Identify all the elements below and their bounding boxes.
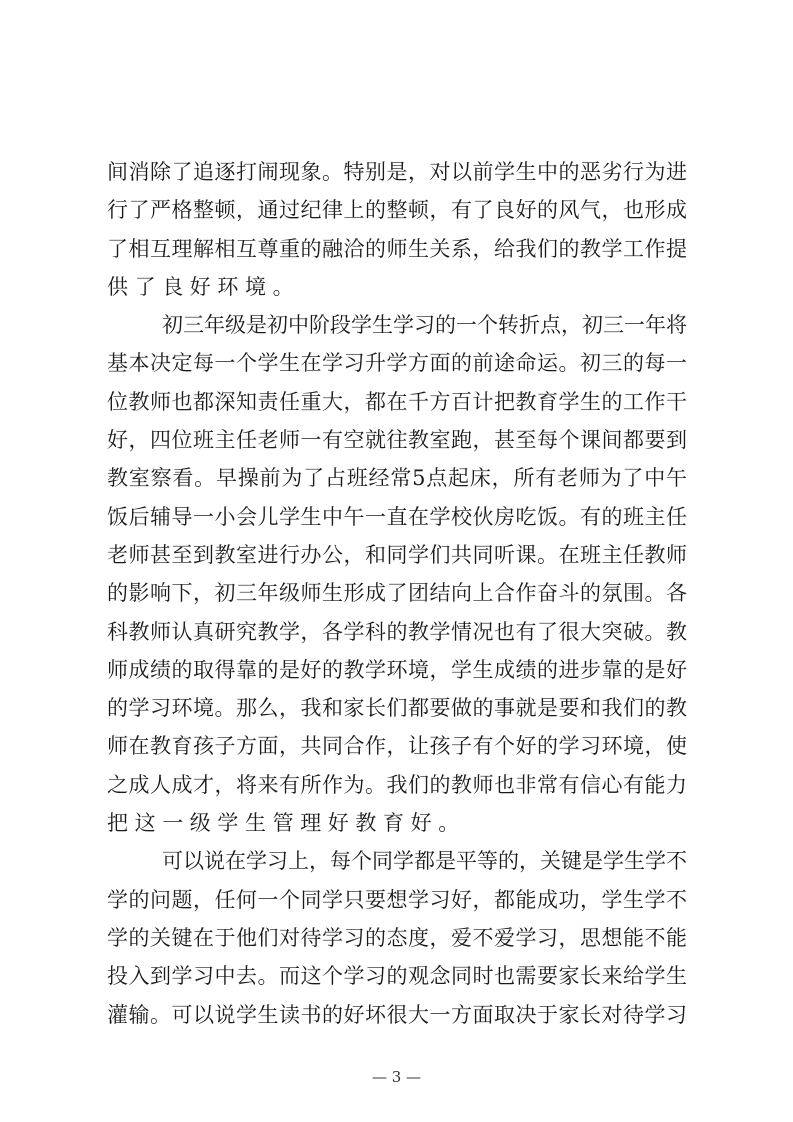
text-line: 之成人成才，将来有所作为。我们的教师也非常有信心有能力 bbox=[107, 772, 687, 797]
text-line: 师在教育孩子方面，共同合作，让孩子有个好的学习环境，使 bbox=[107, 734, 687, 759]
text-line: 灌输。可以说学生读书的好坏很大一方面取决于家长对待学习 bbox=[107, 1002, 687, 1027]
paragraph bbox=[107, 847, 687, 1038]
page-number: — 3 — bbox=[371, 1068, 422, 1086]
text-line: 把这一级学生管理好教育好。 bbox=[107, 811, 466, 836]
text-line: 可以说在学习上，每个同学都是平等的，关键是学生学不 bbox=[162, 849, 687, 874]
text-line: 老师甚至到教室进行办公，和同学们共同听课。在班主任教师 bbox=[107, 542, 687, 567]
paragraph bbox=[107, 158, 687, 311]
text-line: 教室察看。早操前为了占班经常5点起床，所有老师为了中午 bbox=[107, 466, 687, 491]
text-line: 行了严格整顿，通过纪律上的整顿，有了良好的风气，也形成 bbox=[107, 198, 687, 223]
text-line: 好，四位班主任老师一有空就往教室跑，甚至每个课间都要到 bbox=[107, 428, 687, 453]
text-line: 基本决定每一个学生在学习升学方面的前途命运。初三的每一 bbox=[107, 351, 687, 376]
text-line: 初三年级是初中阶段学生学习的一个转折点，初三一年将 bbox=[162, 313, 687, 338]
text-line: 学的关键在于他们对待学习的态度，爱不爱学习，思想能不能 bbox=[107, 925, 687, 950]
text-line: 科教师认真研究教学，各学科的教学情况也有了很大突破。教 bbox=[107, 619, 687, 644]
paragraph bbox=[107, 311, 687, 847]
text-line: 供了良好环境。 bbox=[107, 274, 301, 299]
text-line: 师成绩的取得靠的是好的教学环境，学生成绩的进步靠的是好 bbox=[107, 657, 687, 682]
text-line: 投入到学习中去。而这个学习的观念同时也需要家长来给学生 bbox=[107, 964, 687, 989]
text-line: 位教师也都深知责任重大，都在千方百计把教育学生的工作干 bbox=[107, 389, 687, 414]
text-line: 的影响下，初三年级师生形成了团结向上合作奋斗的氛围。各 bbox=[107, 581, 687, 606]
text-line: 学的问题，任何一个同学只要想学习好，都能成功，学生学不 bbox=[107, 887, 687, 912]
text-line: 间消除了追逐打闹现象。特别是，对以前学生中的恶劣行为进 bbox=[107, 160, 687, 184]
text-line: 饭后辅导一小会儿学生中午一直在学校伙房吃饭。有的班主任 bbox=[107, 504, 687, 529]
body-text bbox=[107, 158, 687, 1039]
text-line: 了相互理解相互尊重的融洽的师生关系，给我们的教学工作提 bbox=[107, 236, 687, 261]
text-line: 的学习环境。那么，我和家长们都要做的事就是要和我们的教 bbox=[107, 696, 687, 721]
